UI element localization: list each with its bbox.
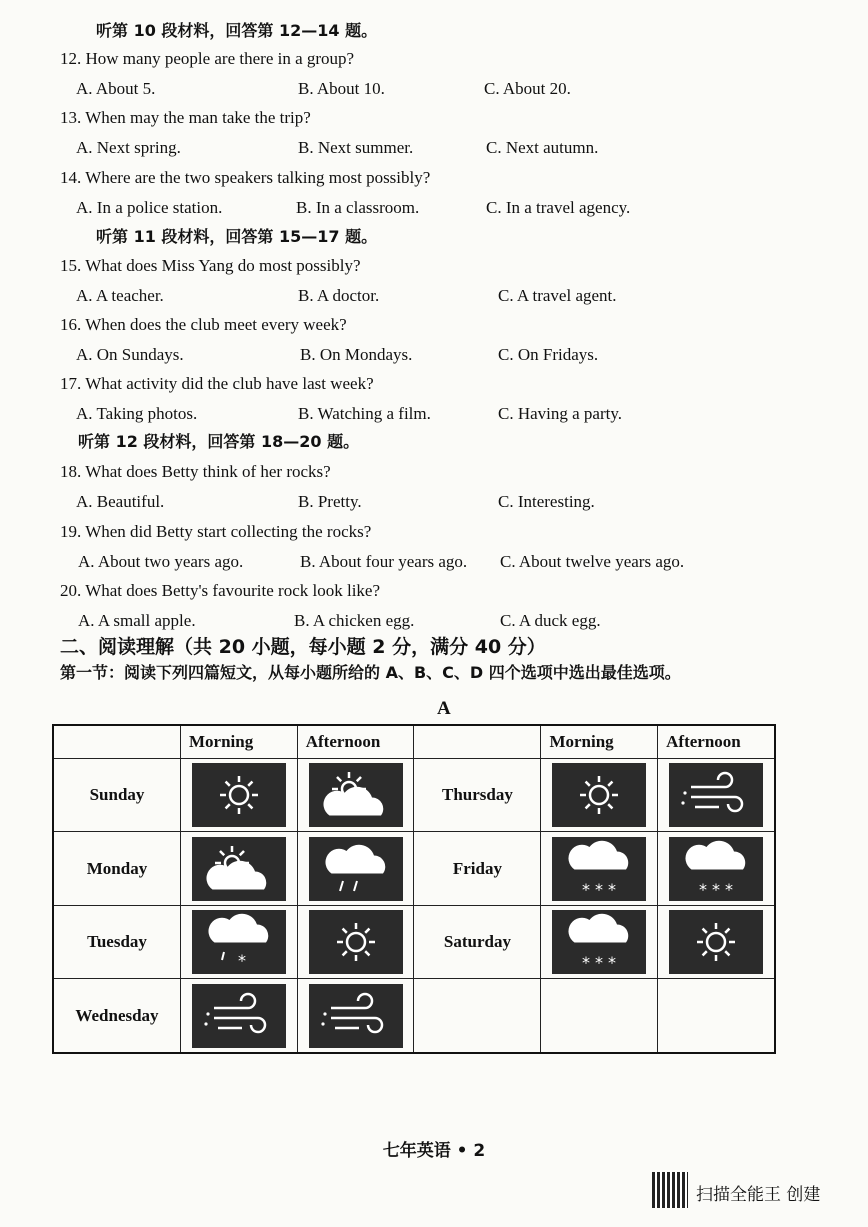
q15-option-b[interactable]: B. A doctor. xyxy=(298,286,380,305)
weather-cell xyxy=(297,905,414,978)
weather-cell xyxy=(297,979,414,1053)
svg-text:*: * xyxy=(595,879,604,899)
q17-option-b[interactable]: B. Watching a film. xyxy=(298,404,431,423)
day-tuesday: Tuesday xyxy=(53,905,181,978)
q13-option-b[interactable]: B. Next summer. xyxy=(298,138,414,157)
svg-text:*: * xyxy=(608,879,617,899)
qr-code-icon xyxy=(652,1172,688,1208)
snow-icon xyxy=(669,837,763,901)
weather-cell xyxy=(541,759,658,832)
q20-option-c[interactable]: C. A duck egg. xyxy=(500,611,601,630)
table-row xyxy=(53,905,775,978)
question-12: 12. How many people are there in a group? xyxy=(60,49,355,68)
svg-text:*: * xyxy=(608,953,617,973)
windy-icon xyxy=(309,984,403,1048)
svg-text:*: * xyxy=(595,953,604,973)
question-20: 20. What does Betty's favourite rock look like? xyxy=(60,581,381,600)
snow-icon xyxy=(552,910,646,974)
snow-icon xyxy=(552,837,646,901)
question-18: 18. What does Betty think of her rocks? xyxy=(60,462,331,481)
weather-cell xyxy=(181,832,298,905)
question-13: 13. When may the man take the trip? xyxy=(60,108,311,127)
svg-text:*: * xyxy=(699,879,708,899)
table-row xyxy=(53,979,775,1053)
empty-cell xyxy=(658,979,775,1053)
q20-option-a[interactable]: A. A small apple. xyxy=(78,611,196,630)
part-2-title: 二、阅读理解（共 20 小题，每小题 2 分，满分 40 分） xyxy=(60,636,546,658)
q19-option-c[interactable]: C. About twelve years ago. xyxy=(500,552,685,571)
weather-table-header xyxy=(53,725,775,759)
q13-option-c[interactable]: C. Next autumn. xyxy=(486,138,599,157)
question-14: 14. Where are the two speakers talking most possibly? xyxy=(60,168,431,187)
question-16: 16. When does the club meet every week? xyxy=(60,315,347,334)
partly-cloudy-icon xyxy=(192,837,286,901)
q14-option-c[interactable]: C. In a travel agency. xyxy=(486,198,631,217)
partly-cloudy-icon xyxy=(309,763,403,827)
day-wednesday: Wednesday xyxy=(53,979,181,1053)
question-19: 19. When did Betty start collecting the rocks? xyxy=(60,522,372,541)
weather-cell xyxy=(181,905,298,978)
q17-option-a[interactable]: A. Taking photos. xyxy=(76,404,198,423)
day-thursday: Thursday xyxy=(414,759,541,832)
q15-option-c[interactable]: C. A travel agent. xyxy=(498,286,617,305)
weather-cell xyxy=(297,759,414,832)
q14-option-b[interactable]: B. In a classroom. xyxy=(296,198,420,217)
header-afternoon-right: Afternoon xyxy=(658,725,775,759)
svg-text:*: * xyxy=(237,951,246,971)
q16-option-c[interactable]: C. On Fridays. xyxy=(498,345,599,364)
sunny-icon xyxy=(192,763,286,827)
question-15: 15. What does Miss Yang do most possibly? xyxy=(60,256,361,275)
q12-option-c[interactable]: C. About 20. xyxy=(484,79,571,98)
question-17: 17. What activity did the club have last week? xyxy=(60,374,374,393)
q18-option-b[interactable]: B. Pretty. xyxy=(298,492,362,511)
sunny-icon xyxy=(309,910,403,974)
day-friday: Friday xyxy=(414,832,541,905)
sunny-icon xyxy=(552,763,646,827)
windy-icon xyxy=(192,984,286,1048)
weather-table xyxy=(52,724,776,1054)
header-afternoon-left: Afternoon xyxy=(297,725,414,759)
svg-text:*: * xyxy=(582,879,591,899)
q18-option-a[interactable]: A. Beautiful. xyxy=(76,492,165,511)
svg-text:*: * xyxy=(582,953,591,973)
q15-option-a[interactable]: A. A teacher. xyxy=(76,286,164,305)
windy-icon xyxy=(669,763,763,827)
weather-cell xyxy=(658,905,775,978)
q16-option-a[interactable]: A. On Sundays. xyxy=(76,345,184,364)
q19-option-b[interactable]: B. About four years ago. xyxy=(300,552,468,571)
header-morning-left: Morning xyxy=(181,725,298,759)
header-empty-right xyxy=(414,725,541,759)
q12-option-b[interactable]: B. About 10. xyxy=(298,79,385,98)
q13-option-a[interactable]: A. Next spring. xyxy=(76,138,181,157)
part-2-instructions: 第一节：阅读下列四篇短文，从每小题所给的 A、B、C、D 四个选项中选出最佳选项。 xyxy=(60,663,681,682)
weather-cell xyxy=(181,759,298,832)
cloud-rain-icon xyxy=(309,837,403,901)
q17-option-c[interactable]: C. Having a party. xyxy=(498,404,623,423)
section-11-instruction: 听第 11 段材料，回答第 15—17 题。 xyxy=(96,227,378,246)
header-empty-left xyxy=(53,725,181,759)
empty-cell xyxy=(541,979,658,1053)
q14-option-a[interactable]: A. In a police station. xyxy=(76,198,223,217)
rain-snow-icon xyxy=(192,910,286,974)
scanner-watermark: 扫描全能王 创建 xyxy=(696,1185,821,1205)
sunny-icon xyxy=(669,910,763,974)
q16-option-b[interactable]: B. On Mondays. xyxy=(300,345,413,364)
svg-text:*: * xyxy=(725,879,734,899)
passage-label: A xyxy=(437,698,451,719)
empty-cell xyxy=(414,979,541,1053)
weather-cell xyxy=(181,979,298,1053)
q18-option-c[interactable]: C. Interesting. xyxy=(498,492,595,511)
table-row xyxy=(53,759,775,832)
weather-cell xyxy=(541,905,658,978)
svg-text:*: * xyxy=(712,879,721,899)
q12-option-a[interactable]: A. About 5. xyxy=(76,79,156,98)
section-12-instruction: 听第 12 段材料，回答第 18—20 题。 xyxy=(78,432,360,451)
q19-option-a[interactable]: A. About two years ago. xyxy=(78,552,244,571)
day-sunday: Sunday xyxy=(53,759,181,832)
page-footer: 七年英语 • 2 xyxy=(382,1141,486,1161)
day-monday: Monday xyxy=(53,832,181,905)
weather-cell xyxy=(297,832,414,905)
section-10-instruction: 听第 10 段材料，回答第 12—14 题。 xyxy=(96,21,378,40)
weather-cell xyxy=(541,832,658,905)
header-morning-right: Morning xyxy=(541,725,658,759)
q20-option-b[interactable]: B. A chicken egg. xyxy=(294,611,415,630)
day-saturday: Saturday xyxy=(414,905,541,978)
weather-cell xyxy=(658,759,775,832)
weather-cell xyxy=(658,832,775,905)
table-row xyxy=(53,832,775,905)
